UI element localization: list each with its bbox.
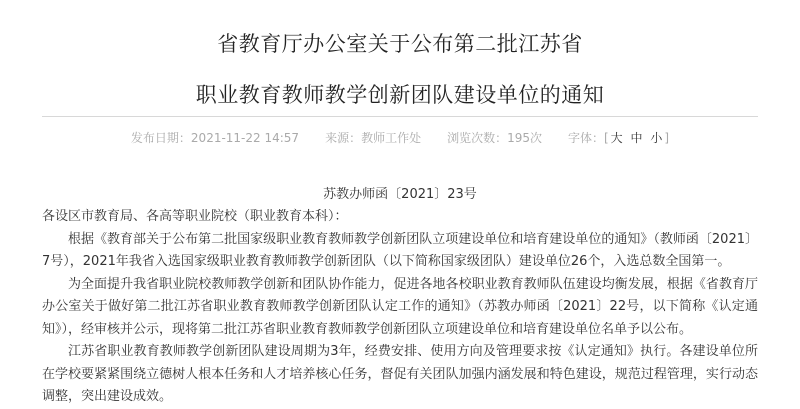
title-divider bbox=[42, 116, 758, 117]
view-count: 浏览次数：195次 bbox=[447, 131, 542, 145]
publish-date: 发布日期：2021-11-22 14:57 bbox=[130, 131, 300, 145]
article-meta bbox=[42, 129, 758, 146]
font-size-medium-button[interactable]: 中 bbox=[630, 131, 643, 145]
document-number: 苏教办师函〔2021〕23号 bbox=[323, 187, 477, 202]
font-size-small-button[interactable]: 小 bbox=[650, 131, 663, 145]
page-title-line-1: 省教育厅办公室关于公布第二批江苏省 bbox=[217, 32, 583, 56]
font-size-label: 字体：[ bbox=[567, 131, 609, 145]
paragraph-1: 根据《教育部关于公布第二批国家级职业教育教师教学创新团队立项建设单位和培育建设单位的通知》（教师函〔2021〕7号），2021年我省入选国家级职业教育教师教学创新团队（以下简称国家级团队）建设单位26个，入选总数全国第一。 bbox=[42, 231, 758, 269]
font-size-large-button[interactable]: 大 bbox=[610, 131, 623, 145]
source-label: 来源：教师工作处 bbox=[325, 131, 422, 145]
salutation: 各设区市教育局、各高等职业院校（职业教育本科）： bbox=[42, 209, 348, 224]
font-size-bracket: ] bbox=[664, 131, 670, 145]
page-title-line-2: 职业教育教师教学创新团队建设单位的通知 bbox=[195, 83, 605, 107]
paragraph-3: 江苏省职业教育教师教学创新团队建设周期为3年，经费安排、使用方向及管理要求按《认定通知》执行。各建设单位所在学校要紧紧围绕立德树人根本任务和人才培养核心任务，督促有关团队加强内涵发展和特色建设，规范过程管理，实行动态调整，突出建设成效。 bbox=[42, 344, 758, 404]
paragraph-2: 为全面提升我省职业院校教师教学创新和团队协作能力，促进各地各校职业教育教师队伍建设均衡发展，根据《省教育厅办公室关于做好第二批江苏省职业教育教师教学创新团队认定工作的通知》（苏教办师函〔2021〕22号，以下简称《认定通知》），经审核并公示，现将第二批江苏省职业教育教师教学创新团队立项建设单位和培育建设单位名单予以公布。 bbox=[42, 276, 758, 337]
article-body bbox=[42, 206, 758, 409]
